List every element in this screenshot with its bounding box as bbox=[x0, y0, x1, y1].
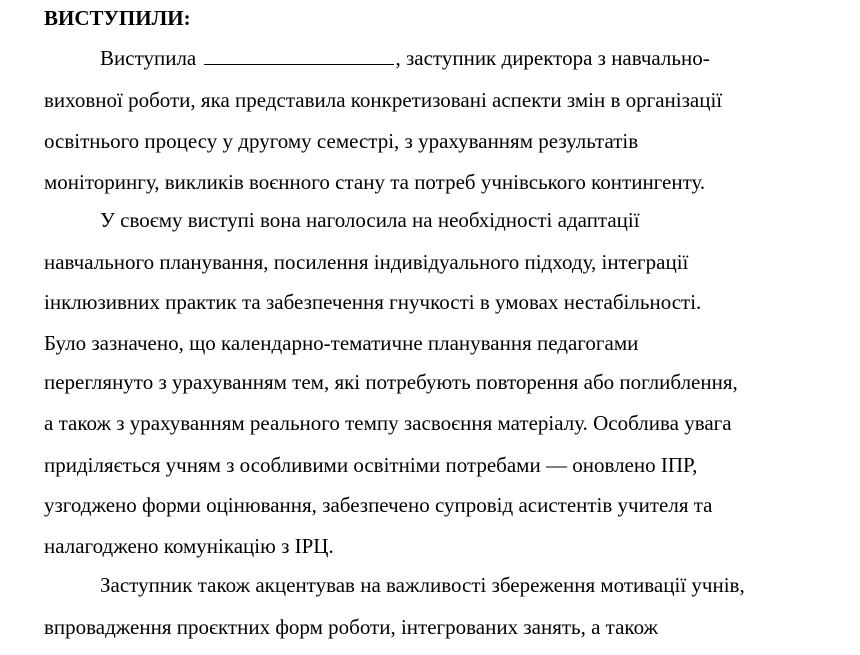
paragraph-3-line-2: впровадження проєктних форм роботи, інтегрованих занять, а також bbox=[44, 615, 659, 639]
section-heading: ВИСТУПИЛИ: bbox=[44, 6, 191, 30]
paragraph-2-line-4: Було зазначено, що календарно-тематичне планування педагогами bbox=[44, 331, 639, 355]
paragraph-2-line-2: навчального планування, посилення індивідуального підходу, інтеграції bbox=[44, 250, 689, 274]
paragraph-2-line-7: приділяється учням з особливими освітніми потребами — оновлено ІПР, bbox=[44, 453, 698, 477]
paragraph-1-line-2: виховної роботи, яка представила конкретизовані аспекти змін в організації bbox=[44, 88, 723, 112]
paragraph-2-line-6: а також з урахуванням реального темпу засвоєння матеріалу. Особлива увага bbox=[44, 411, 732, 435]
paragraph-2-line-3: інклюзивних практик та забезпечення гнучкості в умовах нестабільності. bbox=[44, 290, 702, 314]
paragraph-1-line-4: моніторингу, викликів воєнного стану та потреб учнівського контингенту. bbox=[44, 170, 706, 194]
speaker-name-blank bbox=[204, 48, 394, 65]
paragraph-2-line-8: узгоджено форми оцінювання, забезпечено супровід асистентів учителя та bbox=[44, 493, 713, 517]
paragraph-1-line-3: освітнього процесу у другому семестрі, з урахуванням результатів bbox=[44, 129, 639, 153]
speaker-intro: Виступила bbox=[100, 46, 197, 70]
paragraph-3-line-1: Заступник також акцентував на важливості збереження мотивації учнів, bbox=[100, 573, 745, 597]
paragraph-2-line-9: налагоджено комунікацію з ІРЦ. bbox=[44, 534, 334, 558]
paragraph-2-line-5: переглянуто з урахуванням тем, які потребують повторення або поглиблення, bbox=[44, 370, 738, 394]
speaker-role: , заступник директора з навчально- bbox=[395, 46, 710, 70]
paragraph-1-line-1 bbox=[100, 48, 710, 69]
paragraph-2-line-1: У своєму виступі вона наголосила на необхідності адаптації bbox=[100, 208, 640, 232]
